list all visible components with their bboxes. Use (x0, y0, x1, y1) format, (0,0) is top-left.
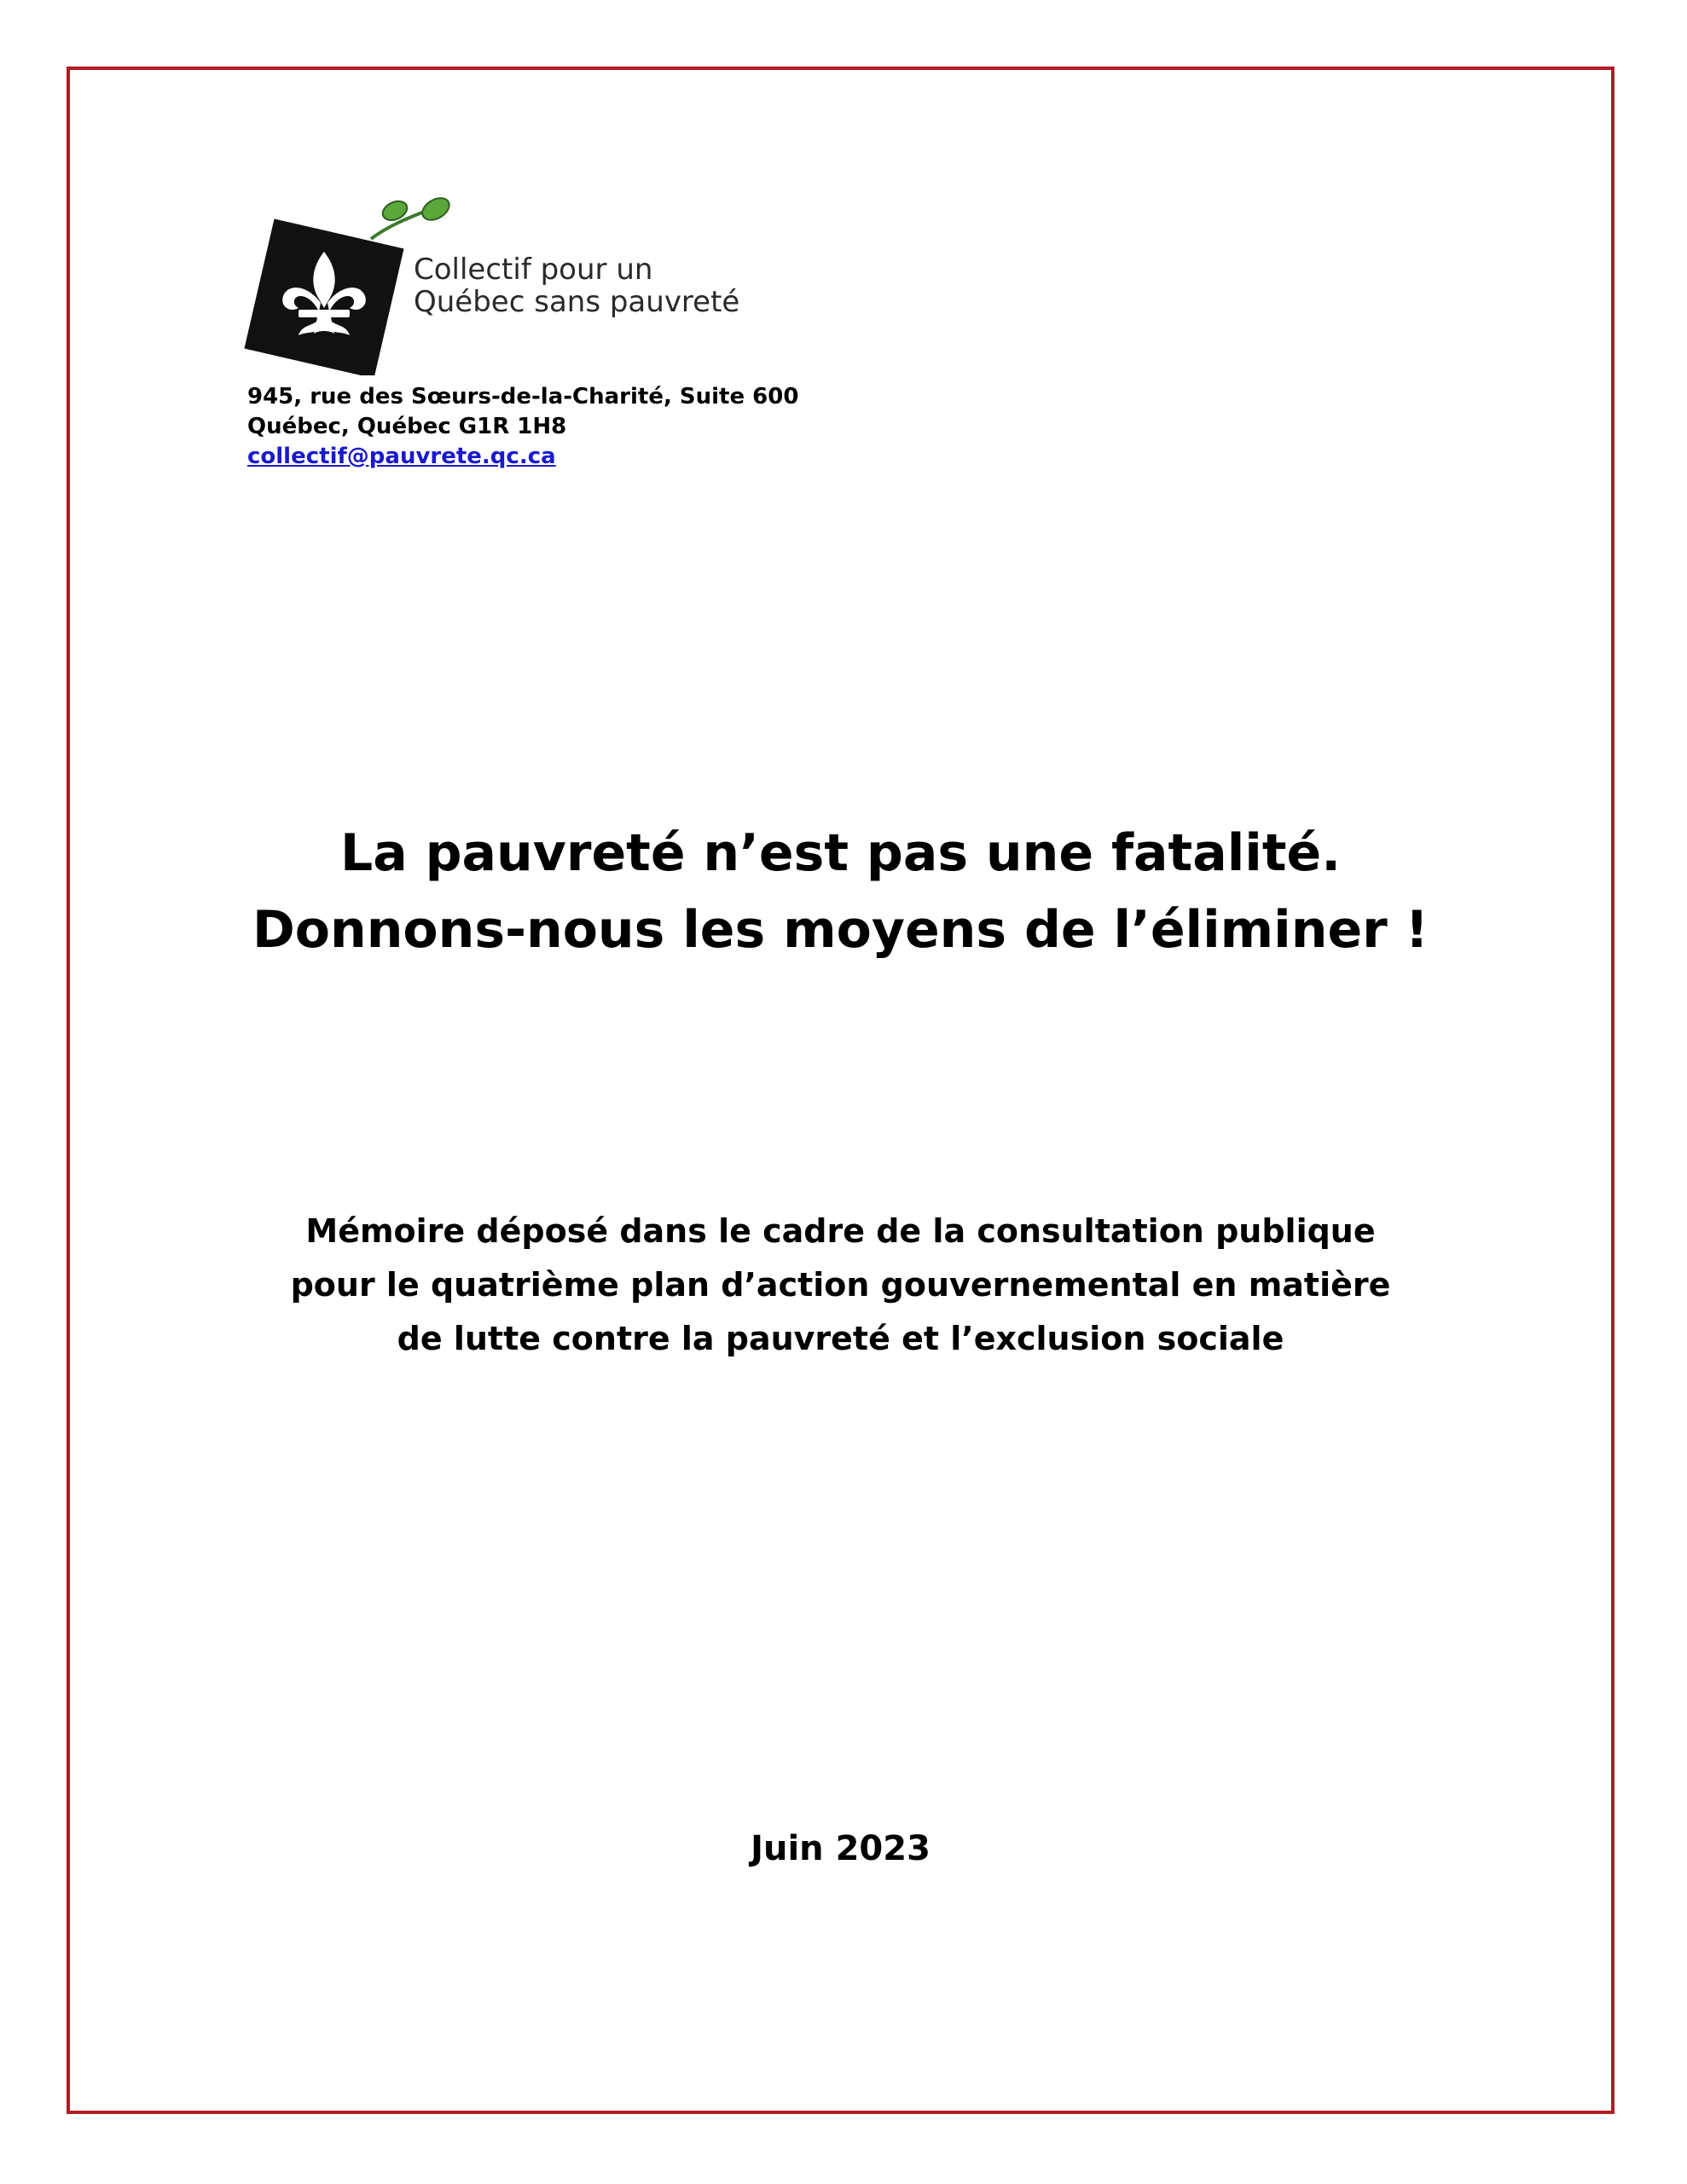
title-line-1: La pauvreté n’est pas une fatalité. (339, 823, 1342, 883)
leaf-icon (371, 194, 453, 239)
address-city: Québec, Québec G1R 1H8 (247, 414, 567, 439)
address-street: 945, rue des Sœurs-de-la-Charité, Suite 600 (247, 384, 799, 410)
subtitle-line-1: Mémoire déposé dans le cadre de la consultation publique (305, 1212, 1376, 1250)
organization-logo (243, 192, 772, 375)
subtitle-line-2: pour le quatrième plan d’action gouvernemental en matière (290, 1266, 1391, 1304)
document-title (67, 815, 1615, 968)
logo-line-2: Québec sans pauvreté (414, 285, 740, 319)
subtitle-line-3: de lutte contre la pauvreté et l’exclusion sociale (397, 1320, 1284, 1357)
email-link[interactable]: collectif@pauvrete.qc.ca (247, 444, 556, 469)
document-date: Juin 2023 (751, 1829, 930, 1868)
address-block (247, 382, 798, 472)
logo-line-1: Collectif pour un (414, 253, 653, 287)
logo-text (414, 253, 739, 318)
title-line-2: Donnons-nous les moyens de l’éliminer ! (252, 900, 1429, 960)
document-subtitle (67, 1205, 1615, 1366)
